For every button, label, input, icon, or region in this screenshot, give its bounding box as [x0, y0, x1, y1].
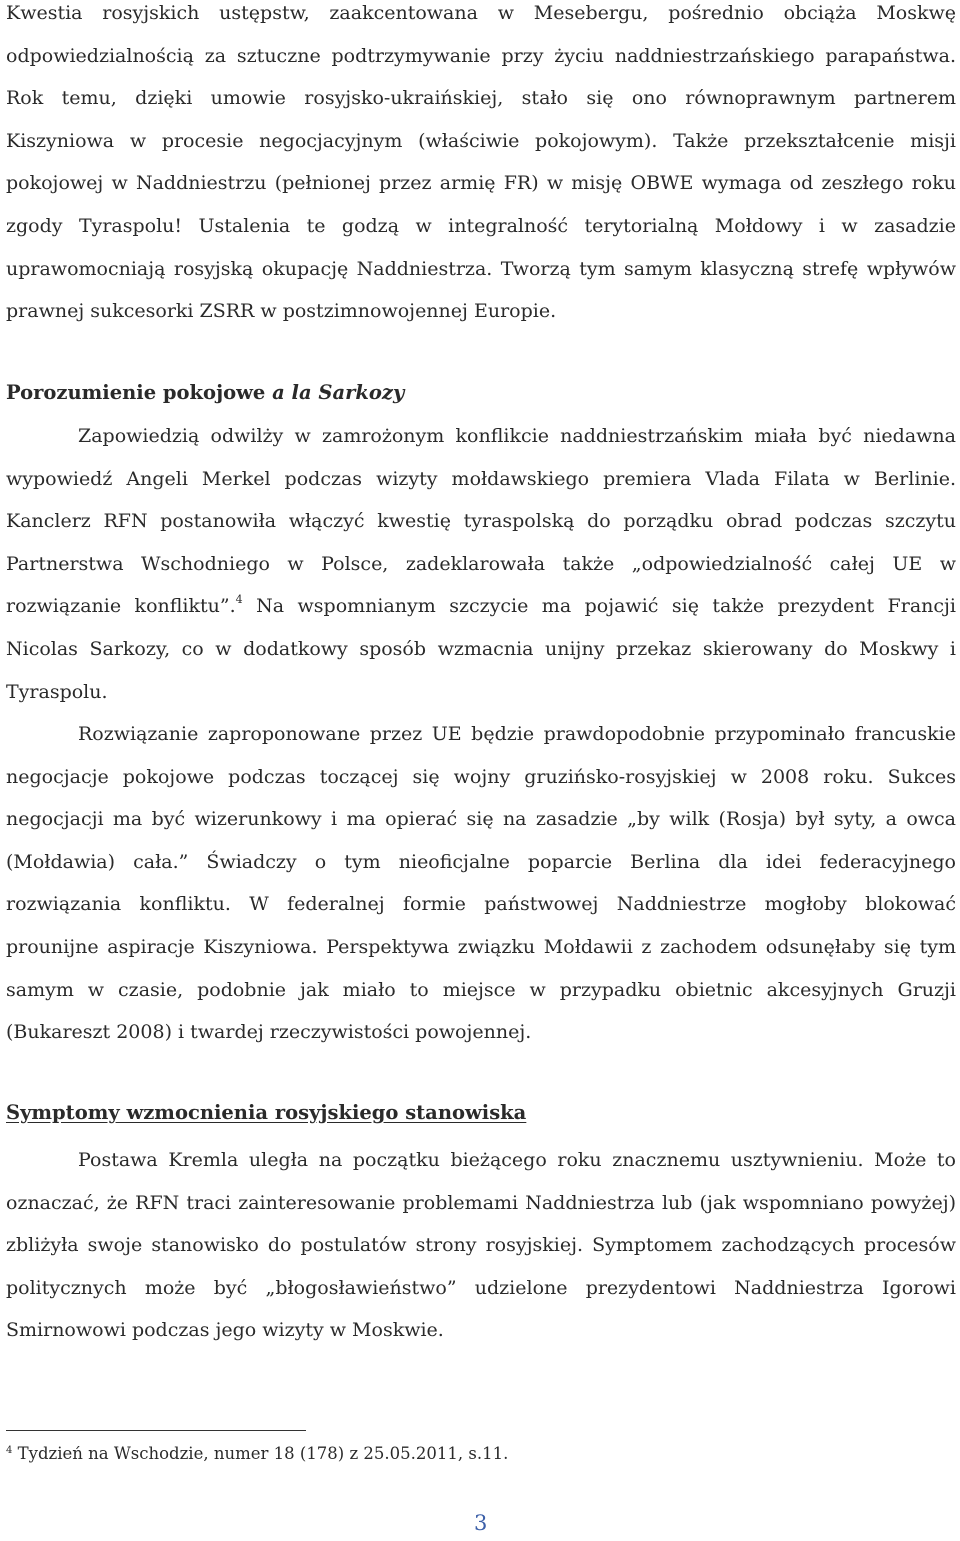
page-number: 3 — [474, 1511, 488, 1535]
footnote — [6, 1441, 508, 1467]
paragraph-merkel-statement — [6, 415, 956, 713]
paragraph-text: Zapowiedzią odwilży w zamrożonym konflikcie naddniestrzańskim miała być niedawna wypowiedź Angeli Merkel podczas wizyty mołdawskiego premiera Vlada Filata w Berlinie. Kanclerz RFN postanowiła włączyć kwestię tyraspolską do porządku obrad podczas szczytu Partnerstwa Wschodniego w Polsce, zadeklarowała także „odpowiedzialność całej UE w rozwiązanie konfliktu”. — [6, 425, 956, 618]
footnote-reference[interactable]: 4 — [235, 593, 243, 607]
paragraph-text-continued: Na wspomnianym szczycie ma pojawić się także prezydent Francji Nicolas Sarkozy, co w dodatkowy sposób wzmacnia unijny przekaz skierowany do Moskwy i Tyraspolu. — [6, 595, 956, 703]
paragraph-eu-solution: Rozwiązanie zaproponowane przez UE będzie prawdopodobnie przypominało francuskie negocjacje pokojowe podczas toczącej się wojny gruzińsko-rosyjskiej w 2008 roku. Sukces negocjacji ma być wizerunkowy i ma opierać się na zasadzie „by wilk (Rosja) był syty, a owca (Mołdawia) cała.” Świadczy o tym nieoficjalne poparcie Berlina dla idei federacyjnego rozwiązania konfliktu. W federalnej formie państwowej Naddniestrze mogłoby blokować prounijne aspiracje Kiszyniowa. Perspektywa związku Mołdawii z zachodem odsunęłaby się tym samym w czasie, podobnie jak miało to miejsce w przypadku obietnic akcesyjnych Gruzji (Bukareszt 2008) i twardej rzeczywistości powojennej. — [6, 723, 956, 1044]
section-heading-symptoms: Symptomy wzmocnienia rosyjskiego stanowiska — [6, 1101, 527, 1124]
footnote-separator — [6, 1430, 306, 1431]
footnote-number: 4 — [6, 1445, 13, 1456]
paragraph-intro: Kwestia rosyjskich ustępstw, zaakcentowana w Mesebergu, pośrednio obciąża Moskwę odpowiedzialnością za sztuczne podtrzymywanie przy życiu naddniestrzańskiego parapaństwa. Rok temu, dzięki umowie rosyjsko-ukraińskiej, stało się ono równoprawnym partnerem Kiszyniowa w procesie negocjacyjnym (właściwie pokojowym). Także przekształcenie misji pokojowej w Naddniestrzu (pełnionej przez armię FR) w misję OBWE wymaga od zeszłego roku zgody Tyraspolu! Ustalenia te godzą w integralność terytorialną Mołdowy i w zasadzie uprawomocniają rosyjską okupację Naddniestrza. Tworzą tym samym klasyczną strefę wpływów prawnej sukcesorki ZSRR w postzimnowojennej Europie. — [6, 2, 956, 323]
section-heading-peace-agreement — [6, 378, 404, 408]
heading-text: Porozumienie pokojowe — [6, 381, 273, 404]
heading-italic-text: a la Sarkozy — [272, 381, 405, 404]
paragraph-kremlin-stance: Postawa Kremla uległa na początku bieżącego roku znacznemu usztywnieniu. Może to oznaczać, że RFN traci zainteresowanie problemami Naddniestrza lub (jak wspomniano powyżej) zbliżyła swoje stanowisko do postulatów strony rosyjskiej. Symptomem zachodzących procesów politycznych może być „błogosławieństwo” udzielone prezydentowi Naddniestrza Igorowi Smirnowowi podczas jego wizyty w Moskwie. — [6, 1149, 956, 1342]
footnote-text: Tydzień na Wschodzie, numer 18 (178) z 25.05.2011, s.11. — [12, 1444, 509, 1463]
